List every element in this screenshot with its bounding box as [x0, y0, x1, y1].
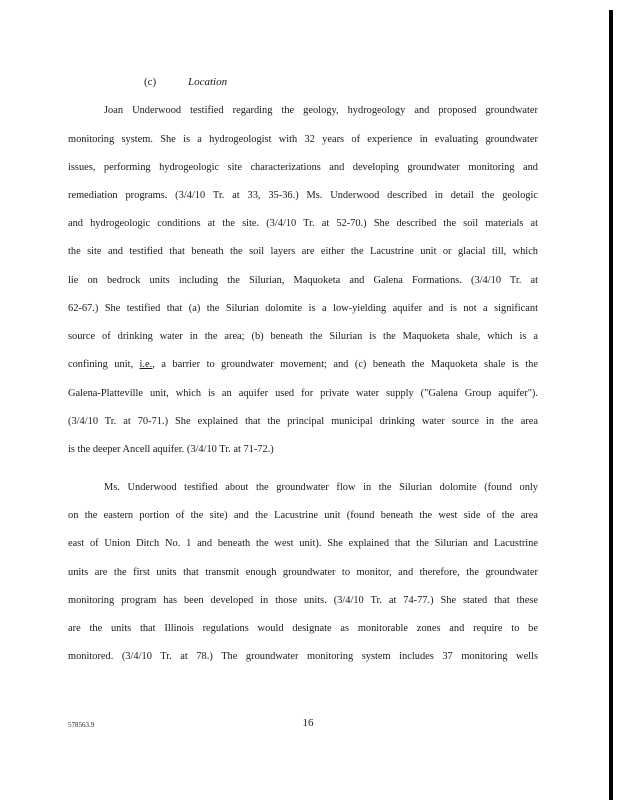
- paragraph-1-line-3: issues, performing hydrogeologic site characterizations and developing groundwater monitoring and: [68, 162, 538, 173]
- paragraph-2-line-2: on the eastern portion of the site) and the Lacustrine unit (found beneath the west side of the area: [68, 510, 538, 521]
- underlined-ie: i.e.: [139, 359, 153, 370]
- paragraph-2-line-1: Ms. Underwood testified about the groundwater flow in the Silurian dolomite (found only: [104, 482, 538, 493]
- paragraph-2-line-6: are the units that Illinois regulations would designate as monitorable zones and require to be: [68, 623, 538, 634]
- paragraph-1-line-1: Joan Underwood testified regarding the geology, hydrogeology and proposed groundwater: [104, 105, 538, 116]
- paragraph-1-line-6: the site and testified that beneath the soil layers are either the Lacustrine unit or glacial till, which: [68, 246, 538, 257]
- section-heading: [144, 76, 227, 88]
- paragraph-1-line-8: 62-67.) She testified that (a) the Silurian dolomite is a low-yielding aquifer and is not a significant: [68, 303, 538, 314]
- paragraph-1-line-13: is the deeper Ancell aquifer. (3/4/10 Tr. at 71-72.): [68, 444, 274, 455]
- paragraph-1-line-5: and hydrogeologic conditions at the site. (3/4/10 Tr. at 52-70.) She described the soil materials at: [68, 218, 538, 229]
- line-text-before: confining unit,: [68, 359, 140, 370]
- page-number: 16: [302, 717, 314, 729]
- paragraph-1-line-10: [68, 358, 538, 372]
- paragraph-1-line-12: (3/4/10 Tr. at 70-71.) She explained that the principal municipal drinking water source in the area: [68, 416, 538, 427]
- paragraph-1-line-4: remediation programs. (3/4/10 Tr. at 33, 35-36.) Ms. Underwood described in detail the geologic: [68, 190, 538, 201]
- paragraph-1-line-11: Galena-Platteville unit, which is an aquifer used for private water supply ("Galena Group aquifer").: [68, 388, 538, 399]
- paragraph-2-line-3: east of Union Ditch No. 1 and beneath the west unit). She explained that the Silurian and Lacustrine: [68, 538, 538, 549]
- paragraph-2-line-4: units are the first units that transmit enough groundwater to monitor, and therefore, the groundwater: [68, 567, 538, 578]
- scan-edge-bar: [609, 10, 613, 800]
- paragraph-2-line-7: monitored. (3/4/10 Tr. at 78.) The groundwater monitoring system includes 37 monitoring wells: [68, 651, 538, 662]
- line-text-after: , a barrier to groundwater movement; and (c) beneath the Maquoketa shale is the: [152, 359, 538, 370]
- paragraph-1-line-2: monitoring system. She is a hydrogeologist with 32 years of experience in evaluating groundwater: [68, 134, 538, 145]
- section-number: (c): [144, 76, 157, 88]
- section-title: Location: [188, 76, 228, 88]
- paragraph-1-line-7: lie on bedrock units including the Silurian, Maquoketa and Galena Formations. (3/4/10 Tr. at: [68, 275, 538, 286]
- paragraph-1-line-9: source of drinking water in the area; (b) beneath the Silurian is the Maquoketa shale, which is a: [68, 331, 538, 342]
- footer-document-id: 578563.9: [68, 721, 95, 729]
- paragraph-2-line-5: monitoring program has been developed in those units. (3/4/10 Tr. at 74-77.) She stated that these: [68, 595, 538, 606]
